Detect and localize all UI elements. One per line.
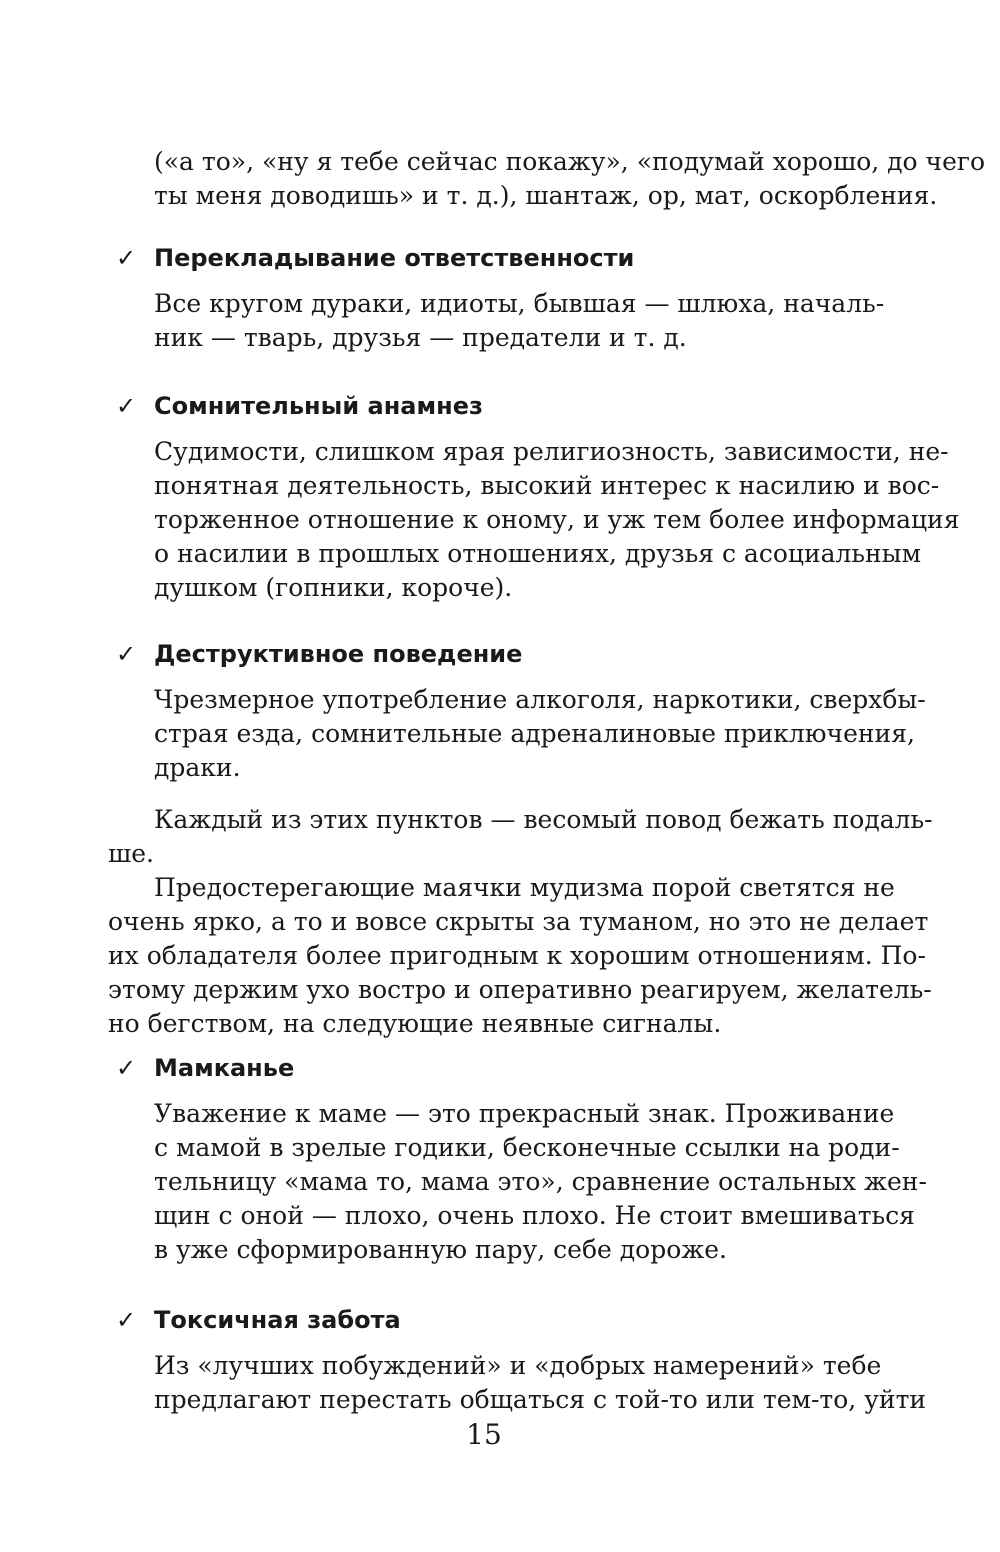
item-body xyxy=(108,1349,927,1417)
text-line: душком (гопники, короче). xyxy=(154,573,513,602)
list-item xyxy=(108,389,960,605)
text-line: о насилии в прошлых отношениях, друзья с асоциальным xyxy=(154,539,922,568)
intro-paragraph xyxy=(108,145,986,213)
text-line: предлагают перестать общаться с той-то или тем-то, уйти xyxy=(154,1385,927,1414)
checkmark-icon: ✓ xyxy=(116,244,137,272)
page-content xyxy=(108,145,986,1417)
text-line: очень ярко, а то и вовсе скрыты за туманом, но это не делает xyxy=(108,907,929,936)
text-line: щин с оной — плохо, очень плохо. Не стоит вмешиваться xyxy=(154,1201,915,1230)
list-item xyxy=(108,1051,927,1267)
item-heading: ✓ Сомнительный анамнез xyxy=(108,389,860,423)
text-line: тельницу «мама то, мама это», сравнение остальных жен- xyxy=(154,1167,927,1196)
item-body xyxy=(108,435,960,605)
text-line: в уже сформированную пару, себе дороже. xyxy=(154,1235,727,1264)
text-line: Предостерегающие маячки мудизма порой светятся не xyxy=(154,873,895,902)
text-line: их обладателя более пригодным к хорошим отношениям. По- xyxy=(108,941,926,970)
text-line: страя езда, сомнительные адреналиновые приключения, xyxy=(154,719,915,748)
paragraph xyxy=(108,871,932,1041)
text-line: но бегством, на следующие неявные сигналы. xyxy=(108,1009,722,1038)
item-body xyxy=(108,683,926,785)
text-line: ше. xyxy=(108,839,154,868)
text-line: ты меня доводишь» и т. д.), шантаж, ор, мат, оскорбления. xyxy=(154,181,938,210)
text-line: Уважение к маме — это прекрасный знак. Проживание xyxy=(154,1099,895,1128)
text-line: драки. xyxy=(154,753,241,782)
list-item xyxy=(108,637,926,785)
text-line: («а то», «ну я тебе сейчас покажу», «подумай хорошо, до чего xyxy=(154,147,986,176)
text-line: торженное отношение к оному, и уж тем более информация xyxy=(154,505,960,534)
text-line: ник — тварь, друзья — предатели и т. д. xyxy=(154,323,687,352)
text-line: Каждый из этих пунктов — весомый повод бежать подаль- xyxy=(154,805,933,834)
item-body xyxy=(108,287,885,355)
text-line: Из «лучших побуждений» и «добрых намерений» тебе xyxy=(154,1351,882,1380)
item-heading: ✓ Мамканье xyxy=(108,1051,860,1085)
text-line: понятная деятельность, высокий интерес к насилию и вос- xyxy=(154,471,940,500)
item-heading: ✓ Деструктивное поведение xyxy=(108,637,860,671)
item-heading: ✓ Перекладывание ответственности xyxy=(108,241,860,275)
text-line: Чрезмерное употребление алкоголя, наркотики, сверхбы- xyxy=(154,685,926,714)
checkmark-icon: ✓ xyxy=(116,1054,137,1082)
list-item xyxy=(108,1303,927,1417)
page-number: 15 xyxy=(466,1418,502,1451)
item-heading: ✓ Токсичная забота xyxy=(108,1303,860,1337)
checkmark-icon: ✓ xyxy=(116,1306,137,1334)
text-line: этому держим ухо востро и оперативно реагируем, желатель- xyxy=(108,975,932,1004)
checkmark-icon: ✓ xyxy=(116,640,137,668)
checkmark-icon: ✓ xyxy=(116,392,137,420)
list-item xyxy=(108,241,885,355)
paragraph xyxy=(108,803,933,871)
text-line: с мамой в зрелые годики, бесконечные ссылки на роди- xyxy=(154,1133,900,1162)
item-body xyxy=(108,1097,927,1267)
text-line: Судимости, слишком ярая религиозность, зависимости, не- xyxy=(154,437,949,466)
text-line: Все кругом дураки, идиоты, бывшая — шлюха, началь- xyxy=(154,289,885,318)
